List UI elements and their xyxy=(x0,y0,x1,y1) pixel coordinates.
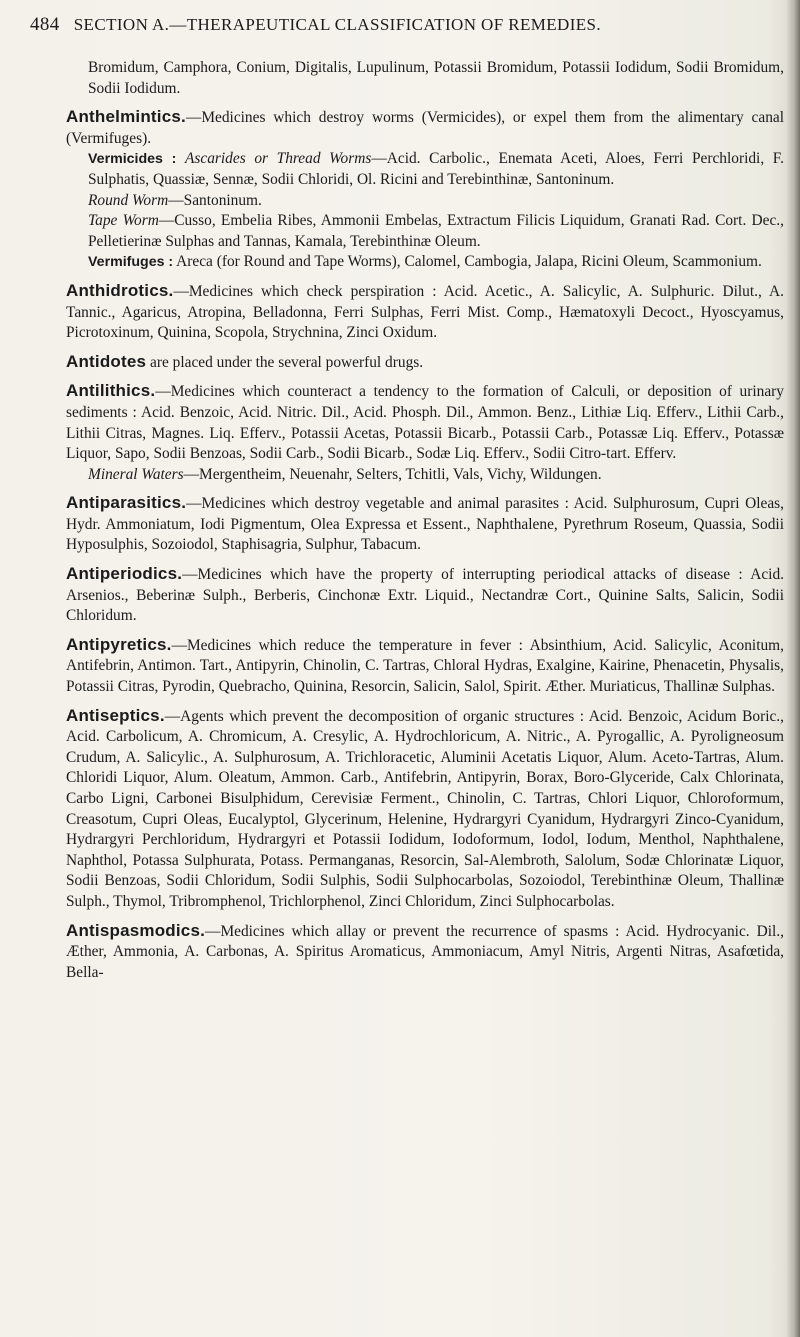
term-definition: —Medicines which counteract a tendency to the formation of Calculi, or deposition of urinary sediments : Acid. Benzoic, Acid. Nitric. Dil., Acid. Phosph. Dil., Ammon. Benz., Lithiæ Liq. Efferv., Lithii Carb., Lithii Citras, Magnes. Liq. Efferv., Potassii Acetas, Potassii Bicarb., Potassii Carb., Potassæ Liq. Efferv., Potassæ Liquor, Sapo, Sodii Benzoas, Sodii Carb., Sodii Bicarb., Sodæ Liq. Efferv., Sodii Citro-tart. Efferv. xyxy=(66,383,784,463)
term-definition: —Medicines which destroy worms (Vermicides), or expel them from the alimentary canal (Vermifuges). xyxy=(66,109,784,147)
entry-anthidrotics xyxy=(66,281,784,344)
term-heading: Antiparasitics. xyxy=(66,493,187,513)
subentry-label: Vermicides : xyxy=(88,151,177,168)
entry-antiparasitics xyxy=(66,493,784,556)
subentry-qualifier: Mineral Waters xyxy=(88,465,184,483)
term-heading: Antiperiodics. xyxy=(66,564,183,584)
term-definition: —Agents which prevent the decomposition of organic structures : Acid. Benzoic, Acidum Boric., Acid. Carbolicum, A. Chromicum, A. Cresylic, A. Hydrochloricum, A. Nitric., A. Pyrogallic, A. Pyroligneosum Crudum, A. Salicylic., A. Sulphurosum, A. Trichloracetic, Aluminii Acetatis Liquor, Alum. Aceto-Tartras, Alum. Chloridi Liquor, Alum. Oleatum, Ammon. Carb., Antifebrin, Antipyrin, Borax, Boro-Glyceride, Calx Chlorinata, Carbo Ligni, Carbonei Bisulphidum, Cerevisiæ Ferment., Chinolin, C. Tartras, Chlori Liquor, Chloroformum, Creasotum, Cupri Oleas, Eucalyptol, Glycerinum, Helenine, Hydrargyri Cyanidum, Hydrargyri Zinco-Cyanidum, Hydrargyri Perchloridum, Hydrargyri et Potassii Iodidum, Iodoformum, Iodol, Iodum, Menthol, Naphthalene, Naphthol, Potassa Sulphurata, Potass. Permanganas, Resorcin, Sal-Alembroth, Salolum, Sodæ Chlorinatæ Liquor, Sodii Benzoas, Sodii Chloridum, Sodii Sulphis, Sodii Sulphocarbolas, Sozoiodol, Terebinthinæ Oleum, Thallinæ Sulph., Thymol, Tribromphenol, Trichlorphenol, Zinci Chloridum, Zinci Sulphocarbolas. xyxy=(66,707,784,910)
intro-continuation: Bromidum, Camphora, Conium, Digitalis, Lupulinum, Potassii Bromidum, Potassii Iodidum, Sodii Bromidum, Sodii Iodidum. xyxy=(88,59,784,97)
entry-antiperiodics xyxy=(66,564,784,627)
entry-antilithics xyxy=(66,381,784,464)
running-title: SECTION A.—THERAPEUTICAL CLASSIFICATION OF REMEDIES. xyxy=(73,15,602,34)
subentry-text: —Mergentheim, Neuenahr, Selters, Tchitli, Vals, Vichy, Wildungen. xyxy=(183,465,602,483)
entry-antipyretics xyxy=(66,635,784,698)
page-number: 484 xyxy=(30,14,60,35)
term-heading: Antispasmodics. xyxy=(66,920,206,940)
subentry-text: —Santoninum. xyxy=(168,191,262,209)
subentry-qualifier: Ascarides or Thread Worms xyxy=(185,150,372,168)
term-definition: —Medicines which reduce the temperature in fever : Absinthium, Acid. Salicylic, Aconitum, Antifebrin, Antimon. Tart., Antipyrin, Chinolin, C. Tartras, Chloral Hydras, Exalgine, Kairine, Phenacetin, Physalis, Potassii Citras, Pyrodin, Quebracho, Quinina, Resorcin, Salicin, Salol, Spirit. Æther. Muriaticus, Thallinæ Sulphas. xyxy=(66,636,784,696)
subentry-qualifier: Tape Worm xyxy=(88,212,159,230)
entry-antidotes xyxy=(66,352,784,374)
subentry-vermifuges xyxy=(66,252,784,273)
subentry-text: —Cusso, Embelia Ribes, Ammonii Embelas, Extractum Filicis Liquidum, Granati Rad. Cort. Dec., Pelletierinæ Sulphas and Tannas, Kamala, Terebinthinæ Oleum. xyxy=(88,212,784,250)
page-body xyxy=(66,58,784,983)
term-heading: Anthelmintics. xyxy=(66,107,186,127)
term-definition: —Medicines which allay or prevent the recurrence of spasms : Acid. Hydrocyanic. Dil., Æther, Ammonia, A. Carbonas, A. Spiritus Aromaticus, Ammoniacum, Amyl Nitris, Argenti Nitras, Asafœtida, Bella- xyxy=(66,922,784,981)
term-definition: —Medicines which have the property of interrupting periodical attacks of disease : Acid. Arsenios., Beberinæ Sulph., Berberis, Cinchonæ Extr. Liquid., Nectandræ Cort., Quinine Salts, Salicin, Sodii Chloridum. xyxy=(66,566,784,625)
entry-anthelmintics xyxy=(66,107,784,149)
term-heading: Antipyretics. xyxy=(66,634,172,654)
subentry-qualifier: Round Worm xyxy=(88,191,169,209)
running-header xyxy=(30,14,770,36)
entry-antispasmodics xyxy=(66,921,784,984)
subentry-label: Vermifuges : xyxy=(88,254,174,271)
term-definition: are placed under the several powerful drugs. xyxy=(146,353,424,371)
subentry-tape-worm xyxy=(66,211,784,252)
term-heading: Antiseptics. xyxy=(66,705,165,725)
term-heading: Antidotes xyxy=(66,351,147,371)
term-heading: Anthidrotics. xyxy=(66,280,174,300)
term-definition: —Medicines which check perspiration : Acid. Acetic., A. Salicylic, A. Sulphuric. Dilut., A. Tannic., Agaricus, Atropina, Belladonna, Ferri Sulphas, Ferri Mist. Comp., Hæmatoxyli Decoct., Hyoscyamus, Picrotoxinum, Quinina, Scopola, Strychnina, Zinci Oxidum. xyxy=(66,282,784,342)
subentry-vermicides xyxy=(66,149,784,190)
term-heading: Antilithics. xyxy=(66,381,156,401)
subentry-mineral-waters xyxy=(66,465,784,486)
entry-antiseptics xyxy=(66,706,784,913)
term-definition: —Medicines which destroy vegetable and animal parasites : Acid. Sulphurosum, Cupri Oleas, Hydr. Ammoniatum, Iodi Pigmentum, Olea Expressa et Essent., Naphthalene, Pyrethrum Roseum, Quassia, Sodii Hyposulphis, Sozoiodol, Staphisagria, Sulphur, Tabacum. xyxy=(66,495,784,554)
subentry-text: —Acid. Carbolic., Enemata Aceti, Aloes, Ferri Perchloridi, F. Sulphatis, Quassiæ, Sennæ, Sodii Chloridi, Ol. Ricini and Terebinthinæ, Santoninum. xyxy=(88,150,784,188)
page-edge-shadow xyxy=(786,0,800,1337)
subentry-round-worm xyxy=(66,191,784,212)
subentry-text: Areca (for Round and Tape Worms), Calomel, Cambogia, Jalapa, Ricini Oleum, Scammonium. xyxy=(176,253,762,271)
